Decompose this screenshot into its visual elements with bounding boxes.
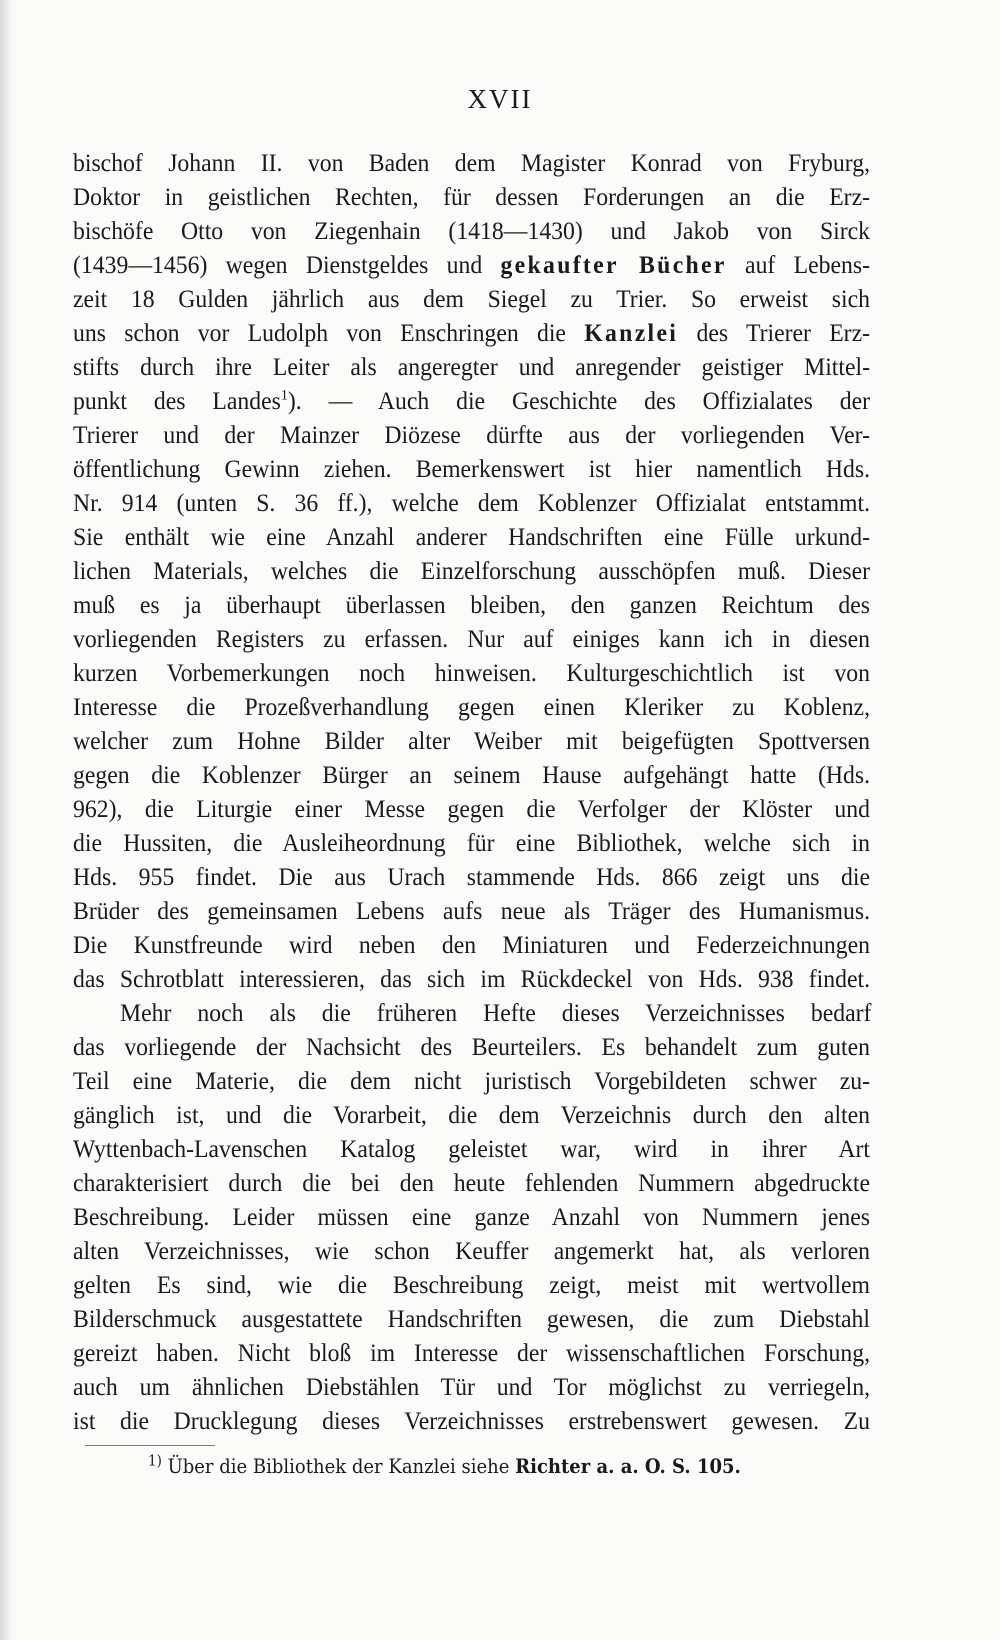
text-segment: uns schon vor Ludolph von Enschringen die xyxy=(73,318,585,347)
text-segment: Interesse die Prozeßverhandlung gegen einen Kleriker zu Koblenz, xyxy=(73,692,871,721)
text-line xyxy=(73,180,870,214)
footnote xyxy=(148,1452,741,1480)
text-line xyxy=(73,1166,870,1200)
text-line xyxy=(73,146,870,180)
text-segment: zeit 18 Gulden jährlich aus dem Siegel zu Trier. So erweist sich xyxy=(73,284,871,313)
text-line xyxy=(73,1030,870,1064)
text-line xyxy=(73,1234,870,1268)
scan-edge-shadow xyxy=(0,0,14,1640)
text-segment: Doktor in geistlichen Rechten, für dessen Forderungen an die Erz- xyxy=(73,182,871,211)
footnote-marker: 1) xyxy=(148,1451,162,1470)
text-segment: Trierer und der Mainzer Diözese dürfte aus der vorliegenden Ver- xyxy=(73,420,871,449)
text-line xyxy=(73,1404,870,1438)
footnote-text: Über die Bibliothek der Kanzlei siehe xyxy=(167,1454,516,1478)
text-segment: alten Verzeichnisses, wie schon Keuffer angemerkt hat, als verloren xyxy=(73,1236,871,1265)
text-segment: Sie enthält wie eine Anzahl anderer Handschriften eine Fülle urkund- xyxy=(73,522,871,551)
text-segment: gänglich ist, und die Vorarbeit, die dem Verzeichnis durch den alten xyxy=(73,1100,871,1129)
text-line xyxy=(73,826,870,860)
text-segment: Bilderschmuck ausgestattete Handschriften gewesen, die zum Diebstahl xyxy=(73,1304,871,1333)
text-segment: Brüder des gemeinsamen Lebens aufs neue als Träger des Humanismus. xyxy=(73,896,871,925)
text-line xyxy=(73,656,870,690)
text-segment: Wyttenbach-Lavenschen Katalog geleistet war, wird in ihrer Art xyxy=(73,1134,871,1163)
footnote-divider xyxy=(85,1445,215,1446)
text-line xyxy=(73,690,870,724)
text-segment: (1439—1456) wegen Dienstgeldes und xyxy=(73,250,501,279)
text-segment: das vorliegende der Nachsicht des Beurteilers. Es behandelt zum guten xyxy=(73,1032,871,1061)
spaced-emphasis: Kanzlei xyxy=(584,318,679,347)
text-line xyxy=(73,384,870,418)
text-segment: ist die Drucklegung dieses Verzeichnisses erstrebenswert gewesen. Zu xyxy=(73,1406,871,1435)
text-segment: des Trierer Erz- xyxy=(678,318,871,347)
footnote-citation: Richter a. a. O. S. 105. xyxy=(515,1454,741,1478)
text-line xyxy=(73,452,870,486)
text-line xyxy=(73,758,870,792)
text-line xyxy=(73,316,870,350)
text-line xyxy=(73,554,870,588)
text-segment: welcher zum Hohne Bilder alter Weiber mit beigefügten Spottversen xyxy=(73,726,871,755)
text-line xyxy=(73,1200,870,1234)
text-line xyxy=(73,214,870,248)
text-line xyxy=(73,350,870,384)
text-line xyxy=(73,486,870,520)
text-segment: lichen Materials, welches die Einzelforschung ausschöpfen muß. Dieser xyxy=(73,556,871,585)
text-segment: auf Lebens- xyxy=(726,250,870,279)
text-segment: Hds. 955 findet. Die aus Urach stammende Hds. 866 zeigt uns die xyxy=(73,862,871,891)
text-line xyxy=(73,1268,870,1302)
text-segment: die Hussiten, die Ausleiheordnung für eine Bibliothek, welche sich in xyxy=(73,828,871,857)
text-line xyxy=(73,282,870,316)
text-line xyxy=(73,962,870,996)
text-segment: kurzen Vorbemerkungen noch hinweisen. Kulturgeschichtlich ist von xyxy=(73,658,871,687)
text-line xyxy=(73,588,870,622)
text-segment: Die Kunstfreunde wird neben den Miniaturen und Federzeichnungen xyxy=(73,930,871,959)
text-segment: 962), die Liturgie einer Messe gegen die Verfolger der Klöster und xyxy=(73,794,871,823)
text-segment: stifts durch ihre Leiter als angeregter und anregender geistiger Mittel- xyxy=(73,352,871,381)
text-line xyxy=(73,1336,870,1370)
text-segment: vorliegenden Registers zu erfassen. Nur auf einiges kann ich in diesen xyxy=(73,624,871,653)
text-segment: punkt des Landes xyxy=(73,386,281,415)
text-segment: Teil eine Materie, die dem nicht juristisch Vorgebildeten schwer zu- xyxy=(73,1066,871,1095)
text-line xyxy=(120,996,871,1030)
text-line xyxy=(73,894,870,928)
text-line xyxy=(73,520,870,554)
text-line xyxy=(73,1064,870,1098)
text-segment: ). — Auch die Geschichte des Offizialates der xyxy=(287,386,871,415)
text-line xyxy=(73,248,870,282)
text-segment: gegen die Koblenzer Bürger an seinem Hause aufgehängt hatte (Hds. xyxy=(73,760,871,789)
footnote-reference: 1 xyxy=(280,387,288,404)
text-segment: das Schrotblatt interessieren, das sich im Rückdeckel von Hds. 938 findet. xyxy=(73,964,871,993)
text-line xyxy=(73,622,870,656)
text-segment: gereizt haben. Nicht bloß im Interesse der wissenschaftlichen Forschung, xyxy=(73,1338,871,1367)
text-segment: Mehr noch als die früheren Hefte dieses Verzeichnisses bedarf xyxy=(120,998,872,1027)
page-number: XVII xyxy=(467,84,533,114)
text-segment: Beschreibung. Leider müssen eine ganze Anzahl von Nummern jenes xyxy=(73,1202,871,1231)
text-segment: Nr. 914 (unten S. 36 ff.), welche dem Koblenzer Offizialat entstammt. xyxy=(73,488,871,517)
text-segment: muß es ja überhaupt überlassen bleiben, den ganzen Reichtum des xyxy=(73,590,871,619)
text-line xyxy=(73,860,870,894)
text-segment: bischöfe Otto von Ziegenhain (1418—1430) und Jakob von Sirck xyxy=(73,216,871,245)
text-line xyxy=(73,418,870,452)
text-line xyxy=(73,1302,870,1336)
text-segment: charakterisiert durch die bei den heute fehlenden Nummern abgedruckte xyxy=(73,1168,871,1197)
spaced-emphasis: gekaufter Bücher xyxy=(500,250,727,279)
text-line xyxy=(73,792,870,826)
text-line xyxy=(73,1370,870,1404)
text-line xyxy=(73,724,870,758)
text-segment: gelten Es sind, wie die Beschreibung zeigt, meist mit wertvollem xyxy=(73,1270,871,1299)
text-segment: bischof Johann II. von Baden dem Magister Konrad von Fryburg, xyxy=(73,148,871,177)
text-segment: auch um ähnlichen Diebstählen Tür und Tor möglichst zu verriegeln, xyxy=(73,1372,871,1401)
text-segment: öffentlichung Gewinn ziehen. Bemerkenswert ist hier namentlich Hds. xyxy=(73,454,871,483)
text-line xyxy=(73,1098,870,1132)
text-line xyxy=(73,928,870,962)
text-line xyxy=(73,1132,870,1166)
